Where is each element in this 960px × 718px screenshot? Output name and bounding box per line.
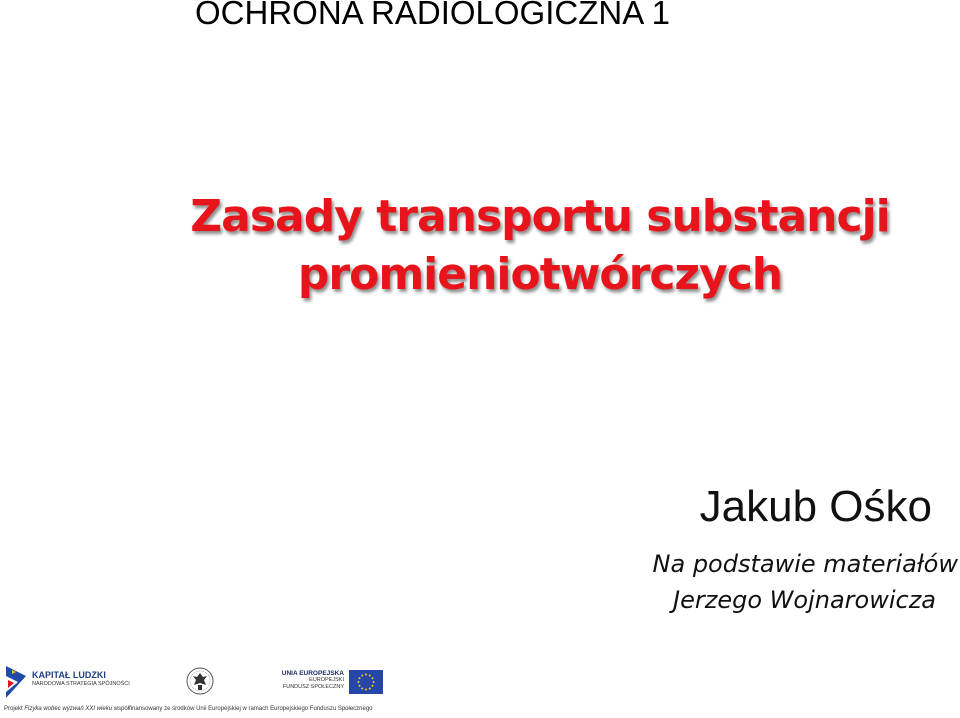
university-emblem-icon bbox=[186, 666, 214, 696]
footer-project-name: Fizyka wobec wyzwań XXI wieku bbox=[24, 706, 113, 712]
eu-star bbox=[359, 685, 361, 687]
based-on-line-1: Na podstawie materiałów bbox=[652, 550, 958, 578]
header-title: OCHRONA RADIOLOGICZNA 1 bbox=[195, 0, 670, 31]
eu-star bbox=[369, 675, 371, 677]
eu-star bbox=[359, 677, 361, 679]
eu-text bbox=[266, 670, 344, 691]
kapital-ludzki-sub: NARODOWA STRATEGIA SPÓJNOŚCI bbox=[32, 681, 130, 687]
kapital-ludzki-logo-icon bbox=[4, 664, 28, 700]
eu-star bbox=[369, 688, 371, 690]
kapital-ludzki-name: KAPITAŁ LUDZKI bbox=[32, 670, 106, 680]
eu-star bbox=[361, 675, 363, 677]
footer-prefix: Projekt bbox=[4, 706, 25, 712]
eu-fund-line-1: EUROPEJSKI bbox=[309, 677, 344, 683]
author-name: Jakub Ośko bbox=[699, 482, 932, 531]
eu-star bbox=[372, 685, 374, 687]
eu-star bbox=[365, 674, 367, 676]
slide-title-line-2: promieniotwórczych bbox=[297, 249, 783, 300]
slide-title bbox=[0, 188, 960, 304]
kapital-ludzki-text bbox=[32, 670, 130, 687]
footer-suffix: współfinansowany ze środków Unii Europejskiej w ramach Europejskiego Funduszu Społecznego bbox=[112, 706, 373, 712]
footer-note bbox=[4, 706, 373, 712]
eu-star bbox=[372, 677, 374, 679]
eu-star bbox=[373, 681, 375, 683]
eu-star bbox=[358, 681, 360, 683]
slide-title-line-1: Zasady transportu substancji bbox=[190, 191, 890, 242]
eu-name: UNIA EUROPEJSKA bbox=[281, 670, 344, 677]
eu-fund-line-2: FUNDUSZ SPOŁECZNY bbox=[282, 684, 344, 690]
eu-star bbox=[365, 689, 367, 691]
based-on-note bbox=[598, 546, 960, 618]
eu-flag-icon bbox=[349, 670, 383, 694]
based-on-line-2: Jerzego Wojnarowicza bbox=[673, 586, 936, 614]
eu-star bbox=[361, 688, 363, 690]
